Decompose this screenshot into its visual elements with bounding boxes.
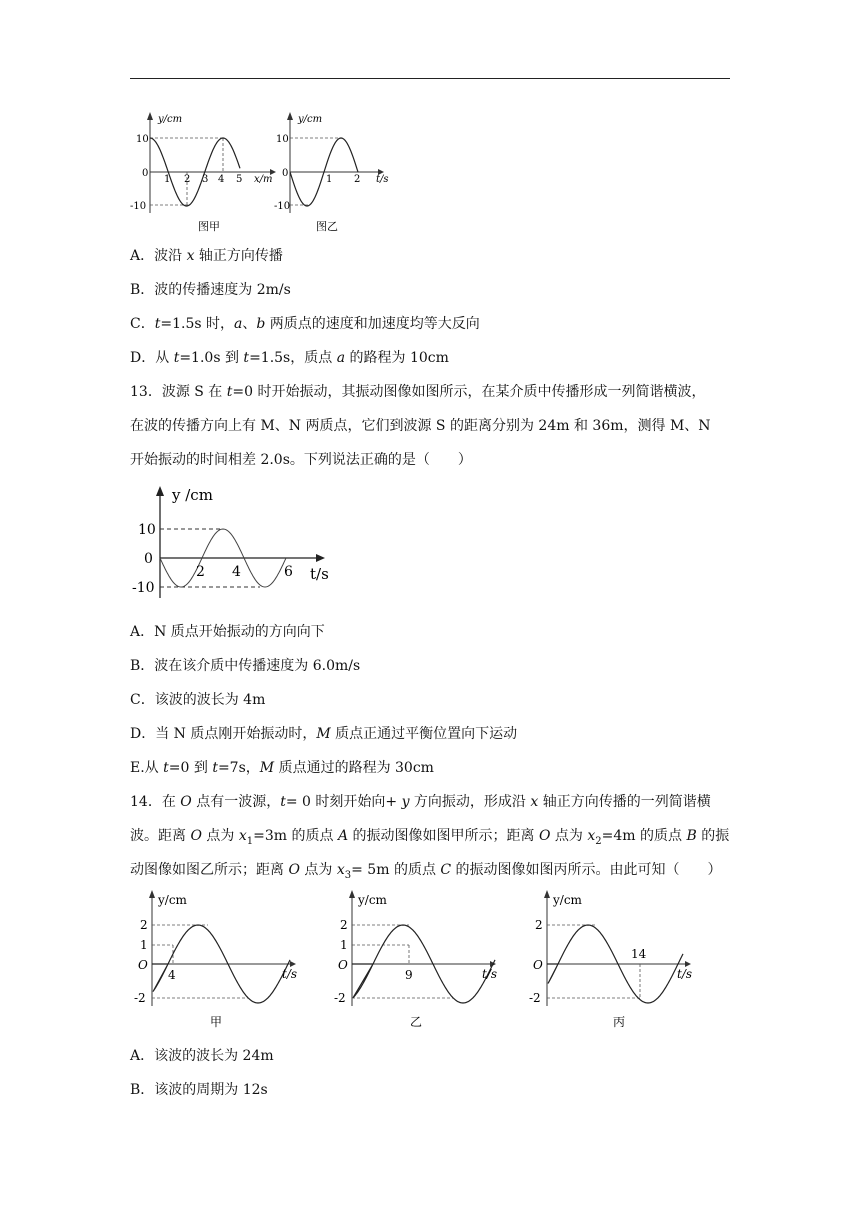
origin-label: 0 xyxy=(282,168,289,179)
t-tick: 2 xyxy=(196,564,205,580)
figure-caption: 乙 xyxy=(410,1015,423,1029)
t-axis-label: t/s xyxy=(282,967,298,981)
x-tick: 2 xyxy=(184,174,191,185)
t-tick: 14 xyxy=(631,947,647,961)
figure-caption: 丙 xyxy=(613,1015,626,1029)
t-tick: 9 xyxy=(405,968,413,982)
q14-option-a: A．该波的波长为 24m xyxy=(130,1048,274,1064)
x-tick: 3 xyxy=(202,174,209,185)
figure-caption: 图乙 xyxy=(316,220,338,233)
q14-option-b: B．该波的周期为 12s xyxy=(130,1082,268,1098)
t-axis-label: t/s xyxy=(376,174,389,185)
t-axis-label: t/s xyxy=(310,565,329,583)
q12-option-b: B．波的传播速度为 2m/s xyxy=(130,282,291,298)
y-top-label: 2 xyxy=(140,918,148,932)
y-top-label: 10 xyxy=(136,134,149,145)
q14-stem-line: 动图像如图乙所示；距离 O 点为 $x_3= 5m$ 的质点 C 的振动图像如图丙所示。由此可知（ ） xyxy=(130,862,722,881)
t-axis-label: t/s xyxy=(677,967,693,981)
figure-caption: 图甲 xyxy=(198,220,220,233)
q13-option-d: D．当 N 质点刚开始振动时，M 质点正通过平衡位置向下运动 xyxy=(130,726,518,742)
q13-option-c: C．该波的波长为 4m xyxy=(130,692,266,708)
q14-figure-bing xyxy=(525,888,705,1036)
y-top-label: 2 xyxy=(535,918,543,932)
q14-stem-line: 14．在 O 点有一波源，t= 0 时刻开始向+ y 方向振动，形成沿 x 轴正方向传播的一列简谐横 xyxy=(130,794,711,810)
q12-option-c: C．t=1.5s 时，a、b 两质点的速度和加速度均等大反向 xyxy=(130,316,480,332)
q13-option-a: A．N 质点开始振动的方向向下 xyxy=(130,624,325,640)
x-tick: 4 xyxy=(218,174,225,185)
origin-label: 0 xyxy=(142,168,149,179)
y-mid-label: 1 xyxy=(140,938,148,952)
y-top-label: 10 xyxy=(276,134,289,145)
q12-option-a: A．波沿 x 轴正方向传播 xyxy=(130,248,283,264)
y-axis-label: y/cm xyxy=(158,893,187,907)
q12-figure-jia xyxy=(128,108,278,236)
x-axis-label: x/m xyxy=(254,174,273,185)
y-bottom-label: -10 xyxy=(274,201,291,212)
y-axis-label: y/cm xyxy=(298,114,323,125)
y-axis-label: y/cm xyxy=(553,893,582,907)
q13-stem-line: 13．波源 S 在 t=0 时开始振动，其振动图像如图所示，在某介质中传播形成一列简谐横波， xyxy=(130,384,706,400)
y-bottom-label: -10 xyxy=(130,201,147,212)
y-axis-label: y/cm xyxy=(358,893,387,907)
origin-label: O xyxy=(138,958,148,972)
q14-figure-jia xyxy=(130,888,310,1036)
q13-stem-line: 开始振动的时间相差 2.0s。下列说法正确的是（ ） xyxy=(130,452,472,468)
y-top-label: 10 xyxy=(138,522,156,538)
origin-label: 0 xyxy=(144,551,153,567)
t-tick: 4 xyxy=(232,564,241,580)
q14-stem-line: 波。距离 O 点为 $x_1=3m$ 的质点 A 的振动图像如图甲所示；距离 O 点为 $x_2=4m$ 的质点 B 的振 xyxy=(130,828,730,847)
t-tick: 1 xyxy=(326,174,333,185)
y-top-label: 2 xyxy=(340,918,348,932)
origin-label: O xyxy=(338,958,348,972)
q12-option-d: D．从 t=1.0s 到 t=1.5s，质点 a 的路程为 10cm xyxy=(130,350,449,366)
y-axis-label: y /cm xyxy=(172,486,213,504)
y-bottom-label: -10 xyxy=(132,580,155,596)
t-tick: 6 xyxy=(284,564,293,580)
t-axis-label: t/s xyxy=(482,967,498,981)
q12-figure-yi xyxy=(276,108,396,236)
y-bottom-label: -2 xyxy=(334,991,346,1005)
y-bottom-label: -2 xyxy=(529,991,541,1005)
q13-stem-line: 在波的传播方向上有 M、N 两质点，它们到波源 S 的距离分别为 24m 和 36m，测得 M、N xyxy=(130,418,711,434)
y-mid-label: 1 xyxy=(340,938,348,952)
y-bottom-label: -2 xyxy=(134,991,146,1005)
figure-caption: 甲 xyxy=(210,1015,223,1029)
q13-option-e: E.从 t=0 到 t=7s，M 质点通过的路程为 30cm xyxy=(130,760,434,776)
y-axis-label: y/cm xyxy=(158,114,183,125)
t-tick: 2 xyxy=(354,174,361,185)
header-rule xyxy=(130,78,730,79)
q14-figure-yi xyxy=(330,888,510,1036)
q13-option-b: B．波在该介质中传播速度为 6.0m/s xyxy=(130,658,361,674)
q13-figure xyxy=(130,480,340,605)
origin-label: O xyxy=(533,958,543,972)
x-tick: 1 xyxy=(164,174,171,185)
x-tick: 5 xyxy=(236,174,243,185)
t-tick: 4 xyxy=(168,968,176,982)
